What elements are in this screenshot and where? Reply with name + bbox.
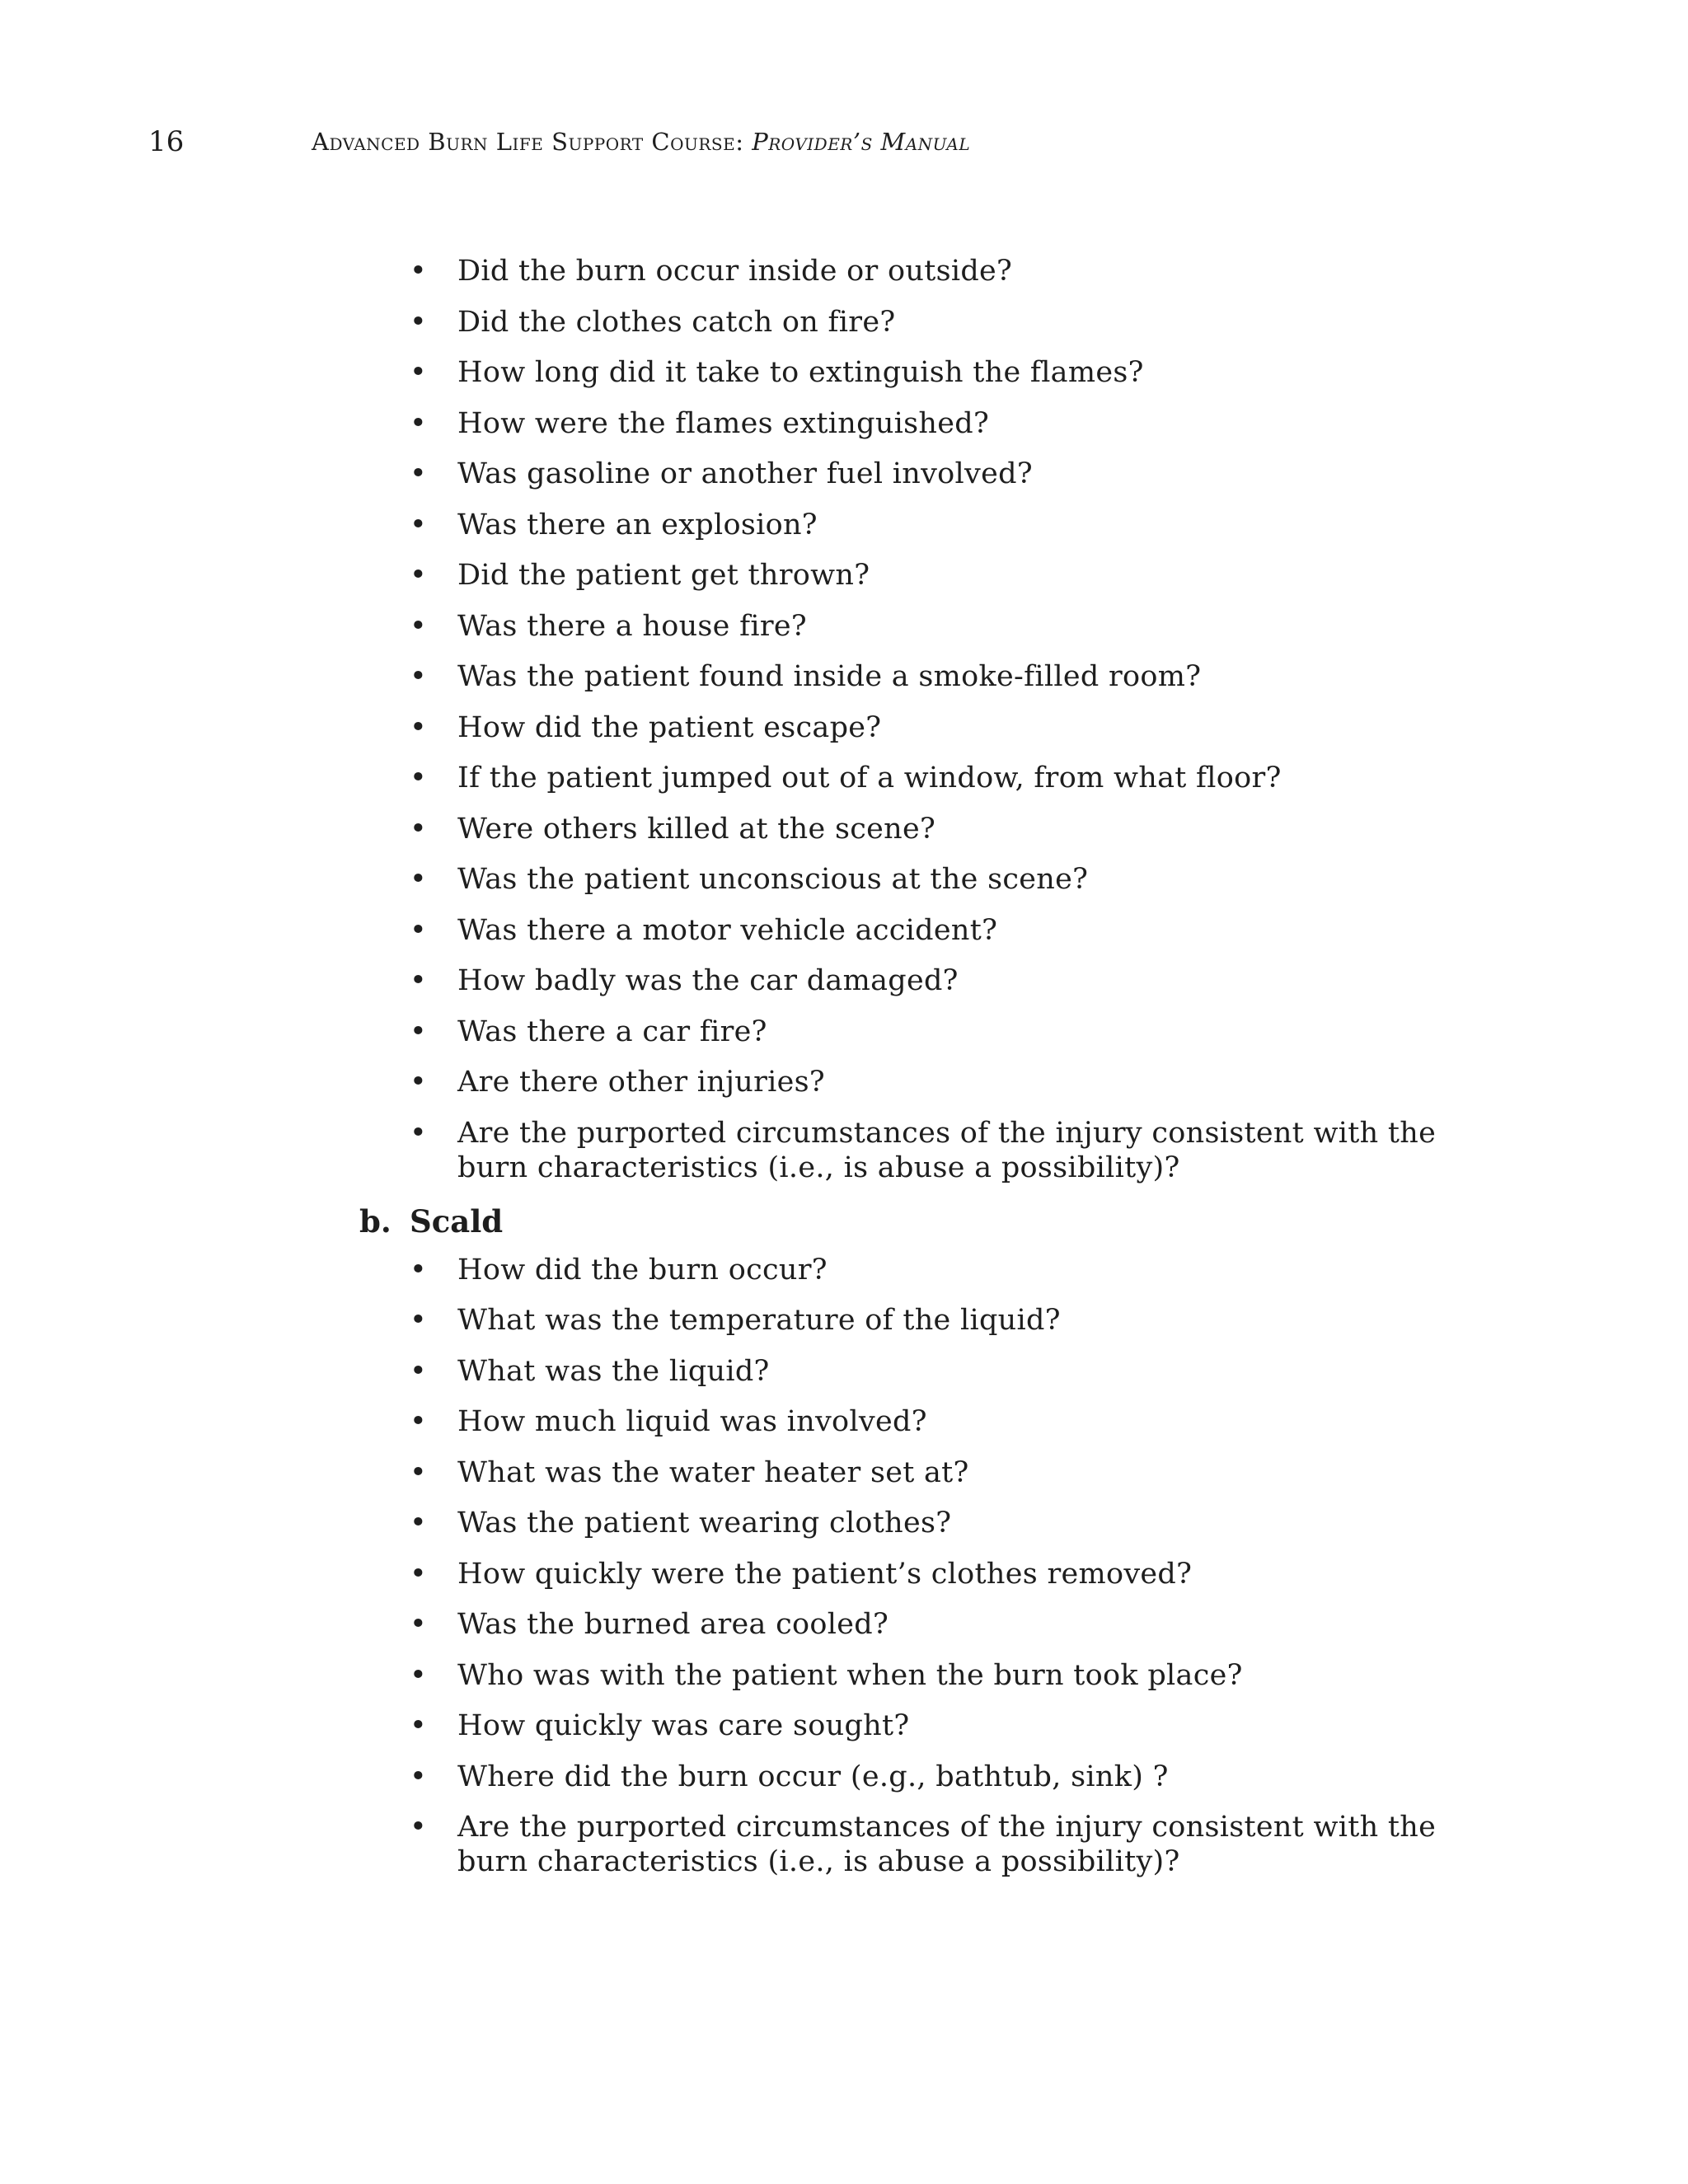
bullet-glyph: •: [410, 1304, 427, 1337]
question-text: Did the burn occur inside or outside?: [457, 255, 1013, 288]
list-item: [0, 710, 1488, 745]
list-item: [0, 355, 1488, 390]
question-text: Was the patient found inside a smoke-filled room?: [457, 660, 1202, 693]
section-title: Scald: [410, 1202, 504, 1240]
bullet-glyph: •: [410, 1811, 427, 1844]
list-item: [0, 1557, 1488, 1591]
bullet-glyph: •: [410, 812, 427, 846]
bullet-glyph: •: [410, 406, 427, 440]
question-text: Who was with the patient when the burn took place?: [457, 1658, 1243, 1692]
question-text: Was the patient unconscious at the scene?: [457, 863, 1089, 896]
bullet-glyph: •: [410, 1608, 427, 1641]
bullet-glyph: •: [410, 1658, 427, 1692]
bullet-glyph: •: [410, 609, 427, 643]
list-item: [0, 1065, 1488, 1099]
list-item: [0, 761, 1488, 795]
question-text: Did the patient get thrown?: [457, 559, 870, 592]
list-item: [0, 1455, 1488, 1490]
question-text: How did the burn occur?: [457, 1253, 828, 1286]
bullet-glyph: •: [410, 457, 427, 490]
running-header-title: [312, 124, 970, 160]
question-text: How did the patient escape?: [457, 710, 882, 744]
running-header: [0, 124, 1688, 160]
header-title-italic: Provider’s Manual: [752, 128, 971, 156]
bullet-glyph: •: [410, 1557, 427, 1591]
bullet-glyph: •: [410, 1116, 427, 1150]
list-item: [0, 457, 1488, 491]
list-item: [0, 1658, 1488, 1693]
scald-question-list: [0, 1253, 1688, 1880]
question-text: How long did it take to extinguish the flames?: [457, 356, 1144, 389]
question-text: What was the water heater set at?: [457, 1455, 969, 1489]
question-text: Was there a motor vehicle accident?: [457, 913, 998, 947]
list-item: [0, 1116, 1488, 1185]
list-item: [0, 862, 1488, 897]
header-title-main: Advanced Burn Life Support Course:: [312, 128, 753, 156]
question-text: Are the purported circumstances of the injury consistent with the burn characteristics (i.e., is abuse a possibility)?: [457, 1116, 1437, 1184]
section-letter: b.: [359, 1202, 392, 1240]
question-text: How were the flames extinguished?: [457, 406, 990, 440]
list-item: [0, 1607, 1488, 1642]
list-item: [0, 1506, 1488, 1540]
bullet-glyph: •: [410, 1253, 427, 1286]
bullet-glyph: •: [410, 1354, 427, 1388]
question-text: Are there other injuries?: [457, 1066, 825, 1099]
list-item: [0, 508, 1488, 542]
bullet-glyph: •: [410, 913, 427, 947]
question-text: Did the clothes catch on fire?: [457, 305, 896, 339]
bullet-glyph: •: [410, 1507, 427, 1540]
list-item: [0, 1708, 1488, 1743]
question-text: How quickly were the patient’s clothes removed?: [457, 1557, 1193, 1591]
bullet-glyph: •: [410, 863, 427, 896]
bullet-glyph: •: [410, 1709, 427, 1742]
list-item: [0, 406, 1488, 441]
list-item: [0, 1354, 1488, 1389]
list-item: [0, 1015, 1488, 1049]
list-item: [0, 1303, 1488, 1338]
list-item: [0, 1810, 1488, 1879]
page-number: 16: [148, 125, 185, 158]
list-item: [0, 1760, 1488, 1794]
list-item: [0, 913, 1488, 948]
question-text: Are the purported circumstances of the injury consistent with the burn characteristics (i.e., is abuse a possibility)?: [457, 1811, 1437, 1878]
question-text: What was the liquid?: [457, 1354, 770, 1388]
question-text: Was the patient wearing clothes?: [457, 1507, 952, 1540]
question-text: Was the burned area cooled?: [457, 1608, 889, 1641]
question-text: Where did the burn occur (e.g., bathtub, sink) ?: [457, 1760, 1169, 1793]
section-heading-scald: [0, 1203, 1688, 1240]
bullet-glyph: •: [410, 559, 427, 592]
list-item: [0, 609, 1488, 644]
bullet-glyph: •: [410, 1066, 427, 1099]
bullet-glyph: •: [410, 508, 427, 541]
list-item: [0, 1253, 1488, 1287]
question-text: Was gasoline or another fuel involved?: [457, 457, 1033, 490]
question-text: Were others killed at the scene?: [457, 812, 936, 846]
bullet-glyph: •: [410, 356, 427, 389]
bullet-glyph: •: [410, 710, 427, 744]
bullet-glyph: •: [410, 255, 427, 288]
question-text: Was there a car fire?: [457, 1015, 767, 1048]
list-item: [0, 305, 1488, 340]
question-text: How much liquid was involved?: [457, 1405, 927, 1438]
bullet-glyph: •: [410, 660, 427, 693]
bullet-glyph: •: [410, 1455, 427, 1489]
list-item: [0, 812, 1488, 846]
question-text: If the patient jumped out of a window, from what floor?: [457, 762, 1282, 794]
flame-question-list: [0, 254, 1688, 1185]
question-text: How badly was the car damaged?: [457, 964, 959, 997]
page-content: [0, 254, 1688, 1896]
list-item: [0, 558, 1488, 593]
list-item: [0, 659, 1488, 694]
question-text: What was the temperature of the liquid?: [457, 1304, 1061, 1337]
question-text: How quickly was care sought?: [457, 1709, 910, 1742]
question-text: Was there a house fire?: [457, 609, 807, 643]
bullet-glyph: •: [410, 762, 427, 794]
bullet-glyph: •: [410, 305, 427, 339]
list-item: [0, 1404, 1488, 1439]
question-text: Was there an explosion?: [457, 508, 818, 541]
bullet-glyph: •: [410, 1760, 427, 1793]
bullet-glyph: •: [410, 1405, 427, 1438]
list-item: [0, 254, 1488, 288]
list-item: [0, 963, 1488, 998]
bullet-glyph: •: [410, 1015, 427, 1048]
bullet-glyph: •: [410, 964, 427, 997]
